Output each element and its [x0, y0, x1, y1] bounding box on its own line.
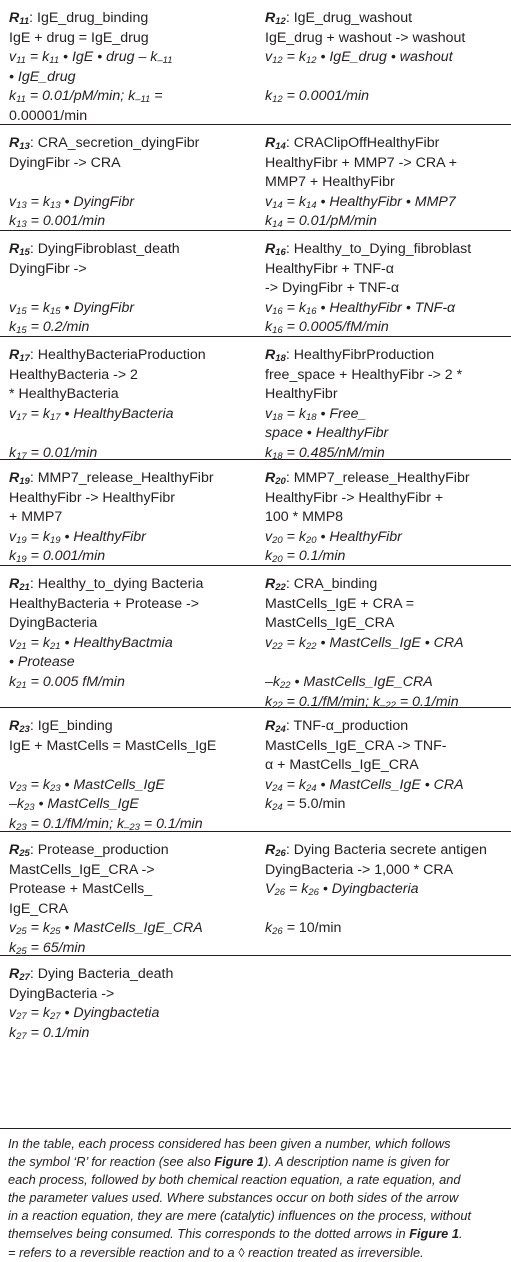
reaction-line: $v_{13} = k_{13}$ • DyingFibr	[9, 193, 135, 211]
reaction-line: $k_{27} = 0.1/\min$	[9, 1024, 90, 1042]
reaction-header: $R_{14}$: CRAClipOffHealthyFibr	[265, 135, 440, 152]
reaction-cell	[256, 0, 511, 107]
reaction-line: HealthyBacteria + Protease ->	[9, 595, 200, 612]
reaction-id: $R_{23}$	[9, 718, 30, 735]
reaction-name: MMP7_release_HealthyFibr	[37, 470, 214, 486]
table-row	[0, 459, 511, 565]
reaction-line: DyingBacteria ->	[9, 985, 115, 1002]
reaction-line: DyingBacteria -> 1,000 * CRA	[265, 861, 454, 878]
reaction-line: $k_{14} = 0.01/pM/\min$	[265, 213, 377, 231]
reaction-id: $R_{18}$	[265, 347, 286, 364]
reaction-line: Protease + MastCells_	[9, 881, 153, 898]
reaction-line: • IgE_drug	[9, 68, 76, 85]
reaction-line: HealthyFibr	[265, 386, 338, 403]
reaction-name: CRA_binding	[293, 576, 378, 592]
reaction-header: $R_{17}$: HealthyBacteriaProduction	[9, 347, 206, 364]
reaction-line: $-k_{23}$ • MastCells_IgE	[9, 796, 139, 814]
reaction-id: $R_{13}$	[9, 135, 30, 152]
reaction-name: IgE_drug_binding	[37, 10, 149, 26]
table-row	[0, 707, 511, 831]
reaction-line: $k_{21} = 0.005$ fM/min	[9, 673, 125, 691]
reaction-cell	[256, 460, 511, 567]
reaction-line: MastCells_IgE_CRA -> TNF-	[265, 737, 447, 754]
reaction-name: IgE_drug_washout	[293, 10, 413, 26]
reaction-line	[9, 756, 252, 776]
reaction-id: $R_{24}$	[265, 718, 286, 735]
reaction-line: $v_{20} = k_{20}$ • HealthyFibr	[265, 528, 402, 546]
reaction-line	[9, 424, 252, 444]
reaction-name: IgE_binding	[37, 718, 113, 734]
reaction-name: MMP7_release_HealthyFibr	[293, 470, 470, 486]
reaction-line: $k_{18} = 0.485/nM/\min$	[265, 444, 385, 462]
reaction-line: IgE + MastCells = MastCells_IgE	[9, 737, 217, 754]
reaction-header: $R_{27}$: Dying Bacteria_death	[9, 966, 174, 983]
reaction-line: $v_{12} = k_{12}$ • IgE_drug • washout	[265, 49, 453, 67]
reaction-line: HealthyFibr + TNF-α	[265, 260, 394, 277]
reaction-id: $R_{14}$	[265, 135, 286, 152]
reaction-line: IgE + drug = IgE_drug	[9, 29, 149, 46]
reaction-line	[9, 173, 252, 193]
table-row	[0, 336, 511, 462]
reaction-line: + MMP7	[9, 509, 63, 526]
reaction-line: HealthyFibr -> HealthyFibr	[9, 489, 175, 506]
reaction-name: Healthy_to_Dying_fibroblast	[293, 241, 472, 257]
reaction-line: $k_{26} = 10/\min$	[265, 920, 342, 938]
reaction-header: $R_{16}$: Healthy_to_Dying_fibroblast	[265, 241, 472, 258]
reaction-header: $R_{23}$: IgE_binding	[9, 718, 113, 735]
table-row	[0, 230, 511, 336]
reaction-id: $R_{15}$	[9, 241, 30, 258]
reaction-line: HealthyFibr -> HealthyFibr +	[265, 489, 444, 506]
reaction-line: MMP7 + HealthyFibr	[265, 174, 395, 191]
reaction-line: -> DyingFibr + TNF-α	[265, 280, 400, 297]
reaction-cell	[0, 956, 256, 1043]
reaction-name: HealthyBacteriaProduction	[37, 347, 206, 363]
reaction-cell	[0, 231, 256, 338]
reaction-header: $R_{20}$: MMP7_release_HealthyFibr	[265, 470, 470, 487]
reaction-header: $R_{21}$: Healthy_to_dying Bacteria	[9, 576, 204, 593]
reaction-header: $R_{22}$: CRA_binding	[265, 576, 378, 593]
reaction-id: $R_{27}$	[9, 966, 30, 983]
reaction-id: $R_{19}$	[9, 470, 30, 487]
footnote-line: In the table, each process considered has been given a number, which follows	[8, 1136, 451, 1151]
footnote-line: = refers to a reversible reaction and to a ◊ reaction treated as irreversible.	[8, 1244, 424, 1260]
footnote-line: in a reaction equation, they are mere (catalytic) influences on the process, without	[8, 1208, 472, 1224]
reaction-line: $v_{14} = k_{14}$ • HealthyFibr • MMP7	[265, 193, 456, 211]
reaction-header: $R_{24}$: TNF-α_production	[265, 718, 409, 735]
footnote-line: themselves being consumed. This corresponds to the dotted arrows in Figure 1.	[8, 1226, 463, 1242]
reaction-line: HealthyBacteria -> 2	[9, 366, 138, 383]
reaction-line: $k_{17} = 0.01/\min$	[9, 444, 98, 462]
reaction-name: CRA_secretion_dyingFibr	[37, 135, 200, 151]
reaction-line: free_space + HealthyFibr -> 2 *	[265, 366, 463, 383]
reaction-line	[9, 279, 252, 299]
reaction-name: HealthyFibrProduction	[293, 347, 435, 363]
reaction-line	[265, 68, 507, 88]
reaction-line: 100 * MMP8	[265, 509, 344, 526]
reaction-line: DyingBacteria	[9, 615, 98, 632]
reaction-line: DyingFibr ->	[9, 260, 87, 277]
reaction-cell	[0, 832, 256, 959]
table-row	[0, 565, 511, 711]
reaction-cell	[0, 125, 256, 232]
reaction-id: $R_{22}$	[265, 576, 286, 593]
reaction-id: $R_{16}$	[265, 241, 286, 258]
reaction-line: $k_{19} = 0.001/\min$	[9, 548, 106, 566]
reaction-name: Protease_production	[37, 842, 169, 858]
reaction-id: $R_{11}$	[9, 10, 30, 27]
reaction-header: $R_{15}$: DyingFibroblast_death	[9, 241, 180, 258]
table-row	[0, 831, 511, 955]
reaction-id: $R_{26}$	[265, 842, 286, 859]
reaction-line: $v_{25} = k_{25}$ • MastCells_IgE_CRA	[9, 920, 203, 938]
reaction-line: $k_{13} = 0.001/\min$	[9, 213, 106, 231]
reaction-line: $v_{22} = k_{22}$ • MastCells_IgE • CRA	[265, 634, 464, 652]
reaction-line: $k_{25} = 65/\min$	[9, 939, 86, 957]
reaction-id: $R_{20}$	[265, 470, 286, 487]
reaction-cell	[0, 566, 256, 693]
table-row	[0, 124, 511, 230]
reaction-header: $R_{25}$: Protease_production	[9, 842, 169, 859]
reaction-header: $R_{18}$: HealthyFibrProduction	[265, 347, 435, 364]
table-row	[0, 955, 511, 1042]
reaction-cell	[256, 125, 511, 232]
reaction-header: $R_{26}$: Dying Bacteria secrete antigen	[265, 842, 487, 859]
reaction-line: HealthyFibr + MMP7 -> CRA +	[265, 154, 457, 171]
reaction-cell	[256, 231, 511, 338]
footnote-line: each process, followed by both chemical reaction equation, a rate equation, and	[8, 1172, 461, 1188]
reaction-cell	[0, 337, 256, 464]
reaction-line: $v_{23} = k_{23}$ • MastCells_IgE	[9, 776, 165, 794]
reaction-name: Dying Bacteria_death	[37, 966, 174, 982]
reaction-name: CRAClipOffHealthyFibr	[293, 135, 440, 151]
reaction-line: $k_{15} = 0.2/\min$	[9, 319, 90, 337]
reaction-line: $v_{15} = k_{15}$ • DyingFibr	[9, 299, 135, 317]
reaction-cell	[256, 566, 511, 712]
reaction-line: MastCells_IgE_CRA ->	[9, 861, 155, 878]
table-row	[0, 0, 511, 124]
reaction-cell	[256, 832, 511, 939]
reaction-line: $k_{24} = 5.0/\min$	[265, 796, 346, 814]
reaction-line: $k_{23} = 0.1/fM/\min$; $k_{-23} = 0.1/\min$	[9, 815, 203, 833]
reaction-header: $R_{11}$: IgE_drug_binding	[9, 10, 149, 27]
reaction-line: $k_{22} = 0.1/fM/\min$; $k_{-22} = 0.1/\min$	[265, 693, 459, 711]
reaction-line: $v_{21} = k_{21}$ • HealthyBactmia	[9, 634, 173, 652]
footnote-line: the symbol ‘R’ for reaction (see also Figure 1). A description name is given for	[8, 1154, 450, 1170]
reaction-line: $v_{27} = k_{27}$ • Dyingbactetia	[9, 1005, 160, 1023]
reaction-line: $V_{26} = k_{26}$ • Dyingbacteria	[265, 881, 419, 899]
reaction-line: MastCells_IgE_CRA	[265, 615, 395, 632]
reaction-line: $v_{11} = k_{11}$ • IgE • drug – $k_{-11}$	[9, 49, 173, 67]
reaction-header: $R_{19}$: MMP7_release_HealthyFibr	[9, 470, 214, 487]
reaction-line: 0.00001/min	[9, 107, 88, 124]
reaction-id: $R_{12}$	[265, 10, 286, 27]
reaction-line: $k_{12} = 0.0001/\min$	[265, 88, 370, 106]
reaction-line: MastCells_IgE + CRA =	[265, 595, 415, 612]
reaction-cell	[0, 708, 256, 835]
reaction-cell	[256, 708, 511, 815]
reaction-header: $R_{12}$: IgE_drug_washout	[265, 10, 413, 27]
reaction-cell	[0, 0, 256, 127]
reaction-line: space • HealthyFibr	[265, 425, 389, 442]
reaction-line: $v_{24} = k_{24}$ • MastCells_IgE • CRA	[265, 776, 464, 794]
reaction-id: $R_{25}$	[9, 842, 30, 859]
reaction-id: $R_{21}$	[9, 576, 30, 593]
reaction-id: $R_{17}$	[9, 347, 30, 364]
reaction-line: DyingFibr -> CRA	[9, 154, 121, 171]
reaction-line: $k_{16} = 0.0005/fM/\min$	[265, 319, 389, 337]
reaction-line: $v_{19} = k_{19}$ • HealthyFibr	[9, 528, 146, 546]
reaction-line	[265, 900, 507, 920]
reaction-line: $v_{18} = k_{18}$ • Free_	[265, 405, 367, 423]
reaction-line	[265, 653, 507, 673]
reaction-name: DyingFibroblast_death	[37, 241, 180, 257]
reaction-line: $v_{16} = k_{16}$ • HealthyFibr • TNF-α	[265, 299, 456, 317]
reaction-line: * HealthyBacteria	[9, 386, 119, 403]
reaction-line: IgE_drug + washout -> washout	[265, 29, 466, 46]
reaction-cell	[0, 460, 256, 567]
reaction-line: IgE_CRA	[9, 900, 69, 917]
reaction-header: $R_{13}$: CRA_secretion_dyingFibr	[9, 135, 200, 152]
reaction-line: $k_{11} = 0.01/pM/\min$; $k_{-11}$ =	[9, 88, 163, 106]
reaction-name: Healthy_to_dying Bacteria	[37, 576, 204, 592]
footnote-line: the parameter values used. Where substances occur on both sides of the arrow	[8, 1190, 459, 1206]
reaction-line: $k_{20} = 0.1/\min$	[265, 548, 346, 566]
reaction-cell	[256, 337, 511, 464]
reaction-line: • Protease	[9, 654, 75, 671]
reaction-cell	[256, 956, 511, 965]
reaction-line: α + MastCells_IgE_CRA	[265, 757, 419, 774]
reaction-name: TNF-α_production	[293, 718, 409, 734]
reaction-line: $-k_{22}$ • MastCells_IgE_CRA	[265, 673, 433, 691]
reaction-line: $v_{17} = k_{17}$ • HealthyBacteria	[9, 405, 174, 423]
reaction-name: Dying Bacteria secrete antigen	[293, 842, 487, 858]
